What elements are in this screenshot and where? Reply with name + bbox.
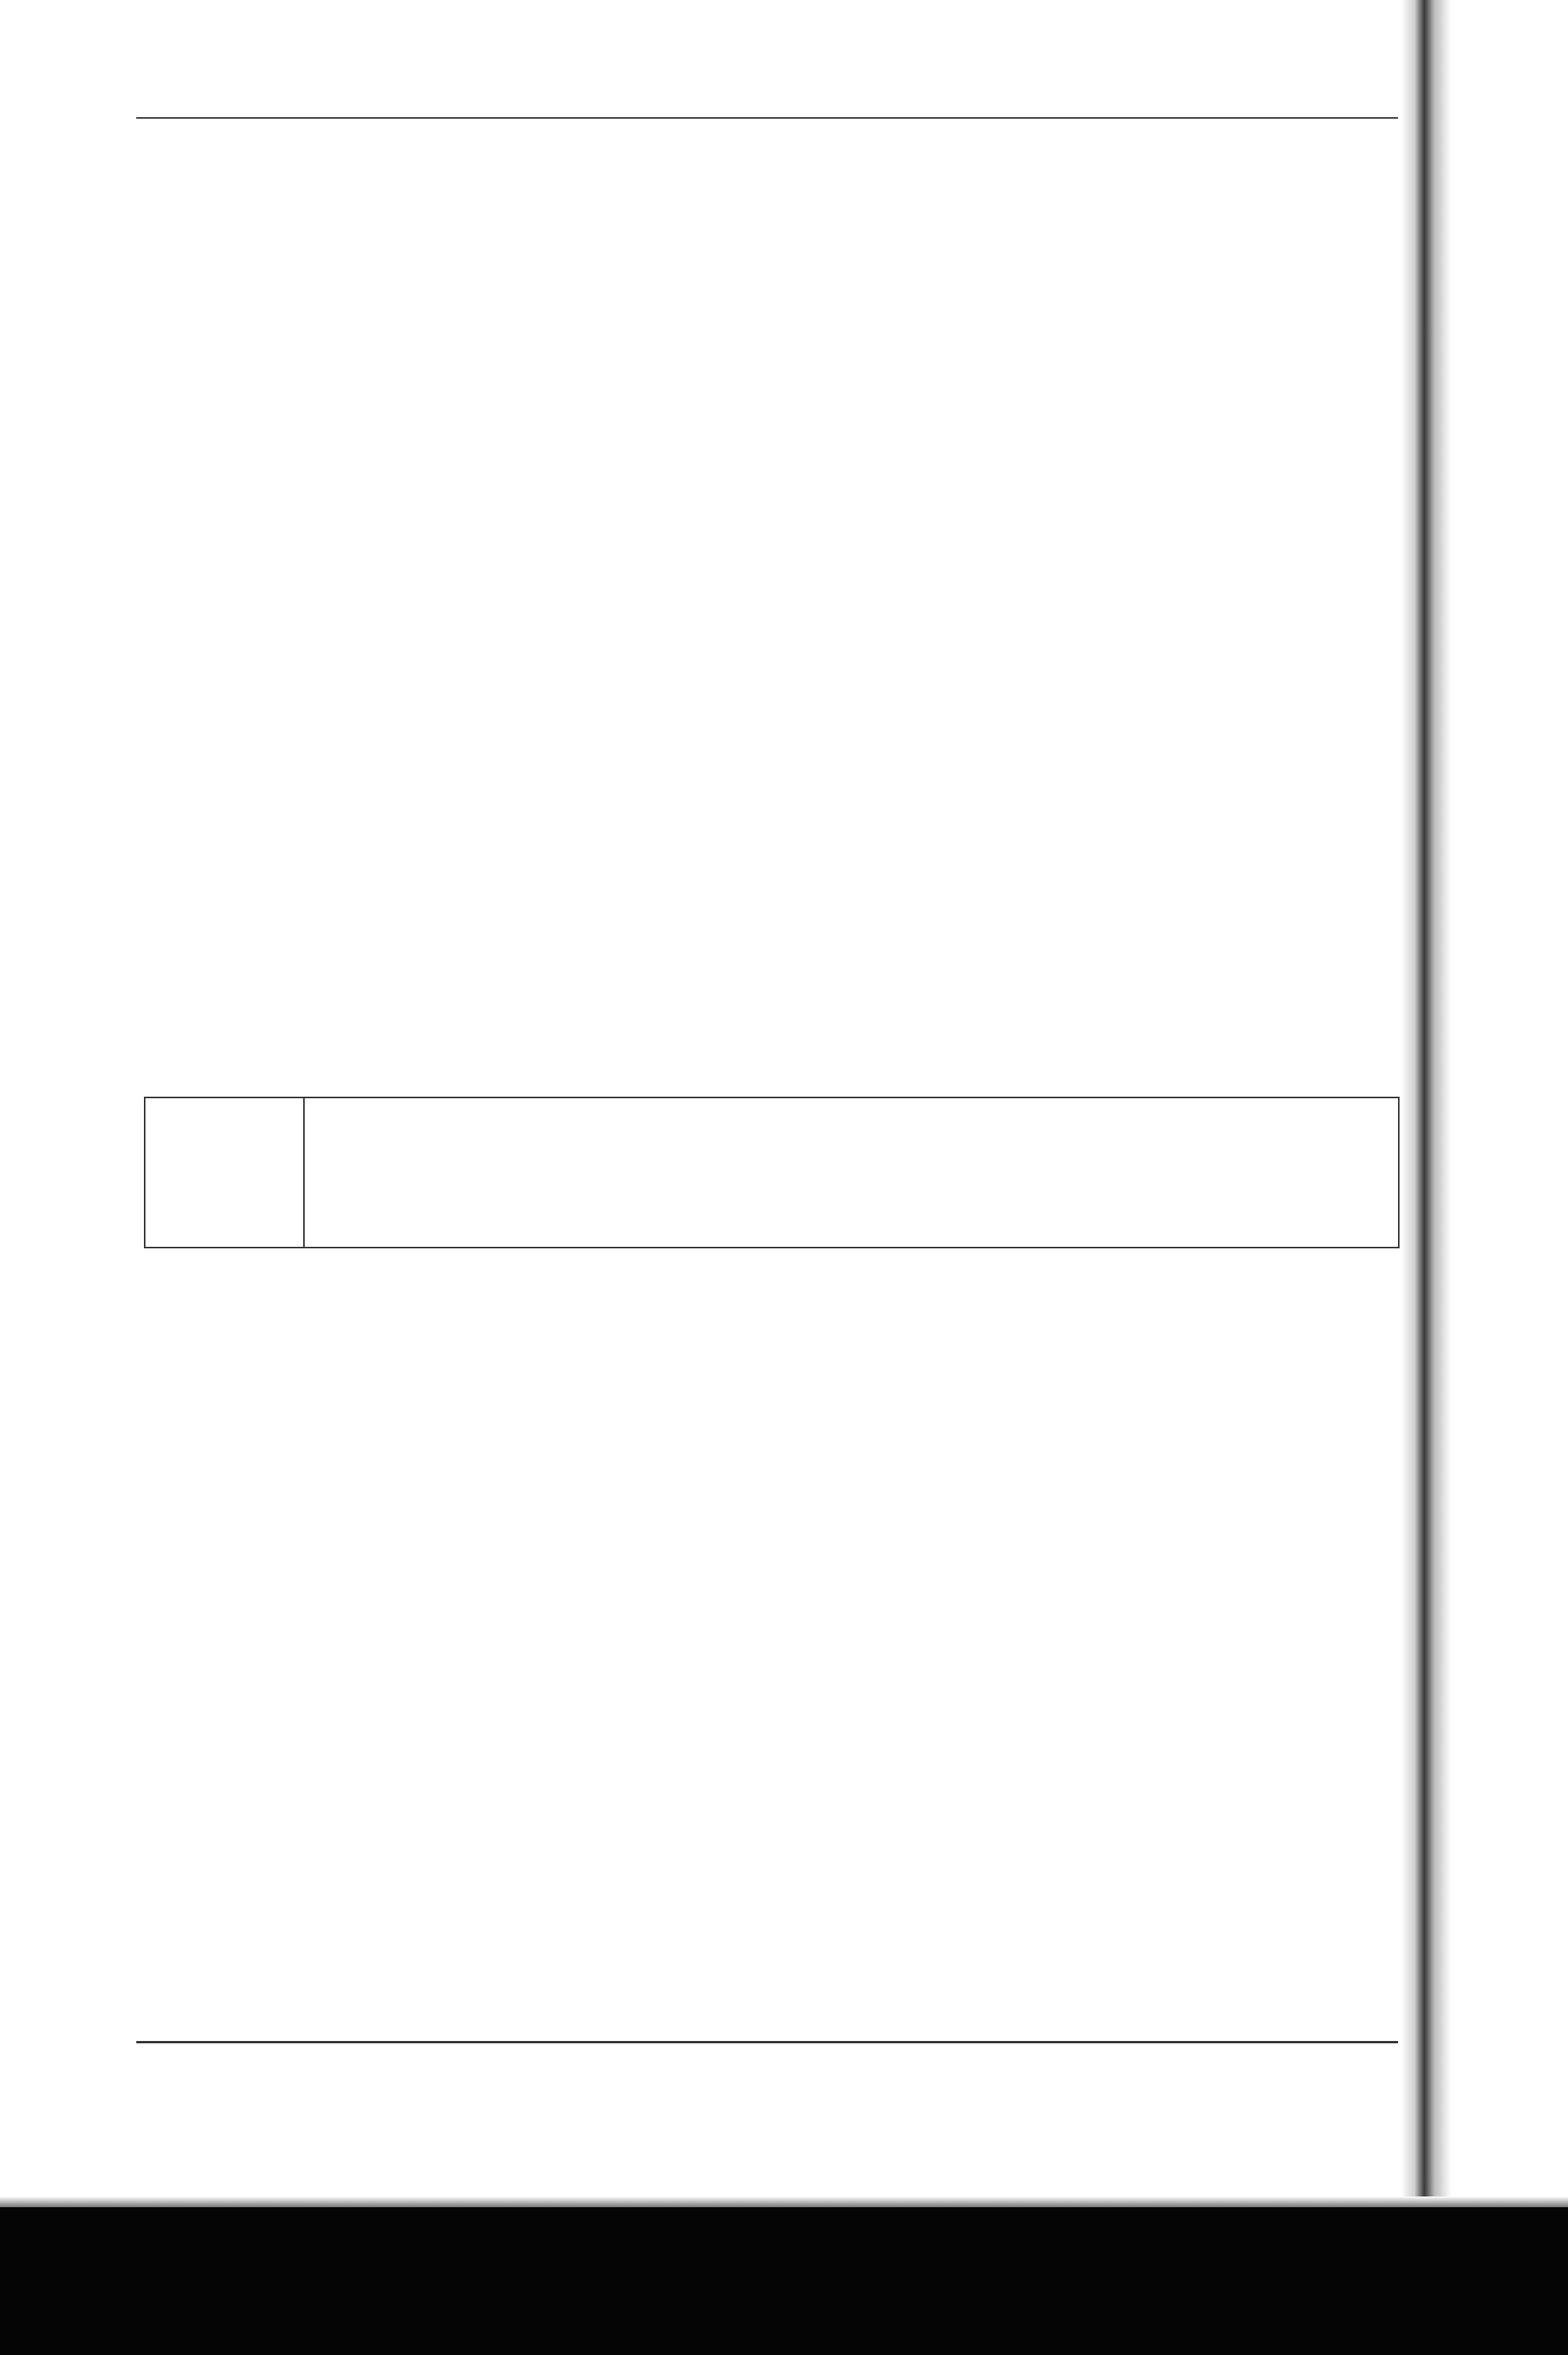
standard-box: [144, 1097, 1400, 1248]
page-bottom-edge: [0, 2196, 1568, 2207]
footer-rule: [136, 2041, 1398, 2043]
spiral-binding: [1530, 8, 1568, 2229]
header-rule: [136, 117, 1398, 119]
scan-dark-band: [0, 2207, 1568, 2355]
standard-code: [145, 1098, 305, 1247]
